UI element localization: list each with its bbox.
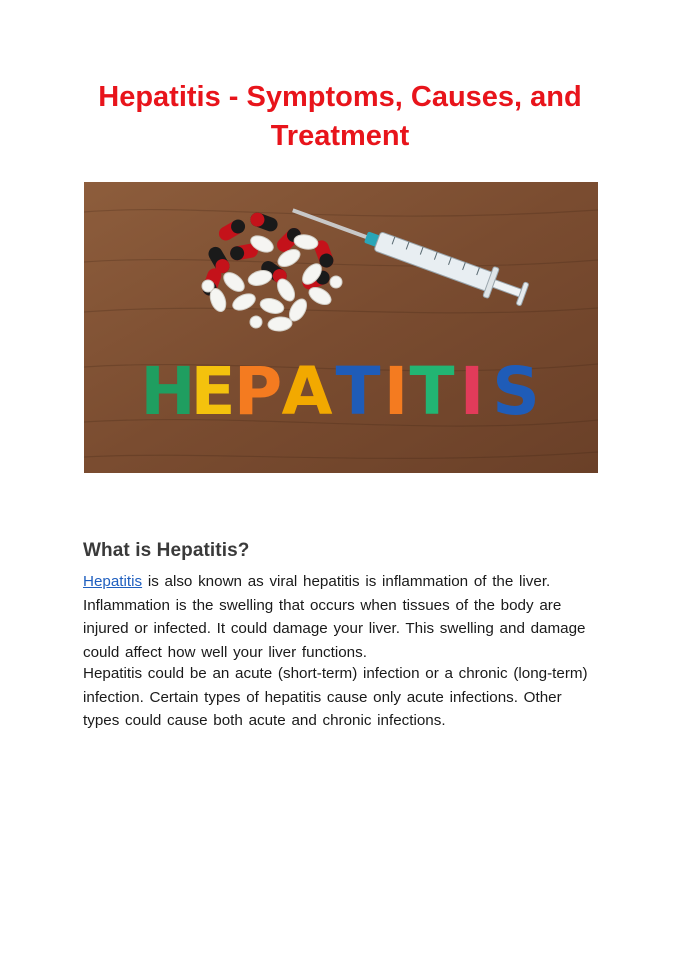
letter-t2: T xyxy=(409,353,455,430)
hepatitis-letters xyxy=(140,353,539,430)
hepatitis-illustration xyxy=(84,182,598,473)
letter-s: S xyxy=(492,353,540,430)
letter-i2: I xyxy=(459,353,485,430)
section-heading: What is Hepatitis? xyxy=(83,540,250,561)
letter-p: P xyxy=(233,353,283,430)
page-title: Hepatitis - Symptoms, Causes, and Treatment xyxy=(98,81,582,152)
hepatitis-photo xyxy=(84,182,598,473)
letter-e: E xyxy=(190,353,236,430)
letter-h: H xyxy=(140,353,196,430)
letter-a: A xyxy=(281,353,333,430)
paragraph-types: Hepatitis could be an acute (short-term) infection or a chronic (long-term) infection. Certain types of hepatitis cause only acute infections. Other types could cause both acute and chronic infections. xyxy=(83,665,588,730)
hepatitis-link[interactable]: Hepatitis xyxy=(83,573,143,590)
letter-t: T xyxy=(335,353,381,430)
letter-i: I xyxy=(383,353,409,430)
paragraph-definition-text: is also known as viral hepatitis is inflammation of the liver. Inflammation is the swelling that occurs when tissues of the body are injured or infected. It could damage your liver. This swelling and damage could affect how well your liver functions. xyxy=(83,573,586,661)
paragraph-definition xyxy=(83,570,595,664)
